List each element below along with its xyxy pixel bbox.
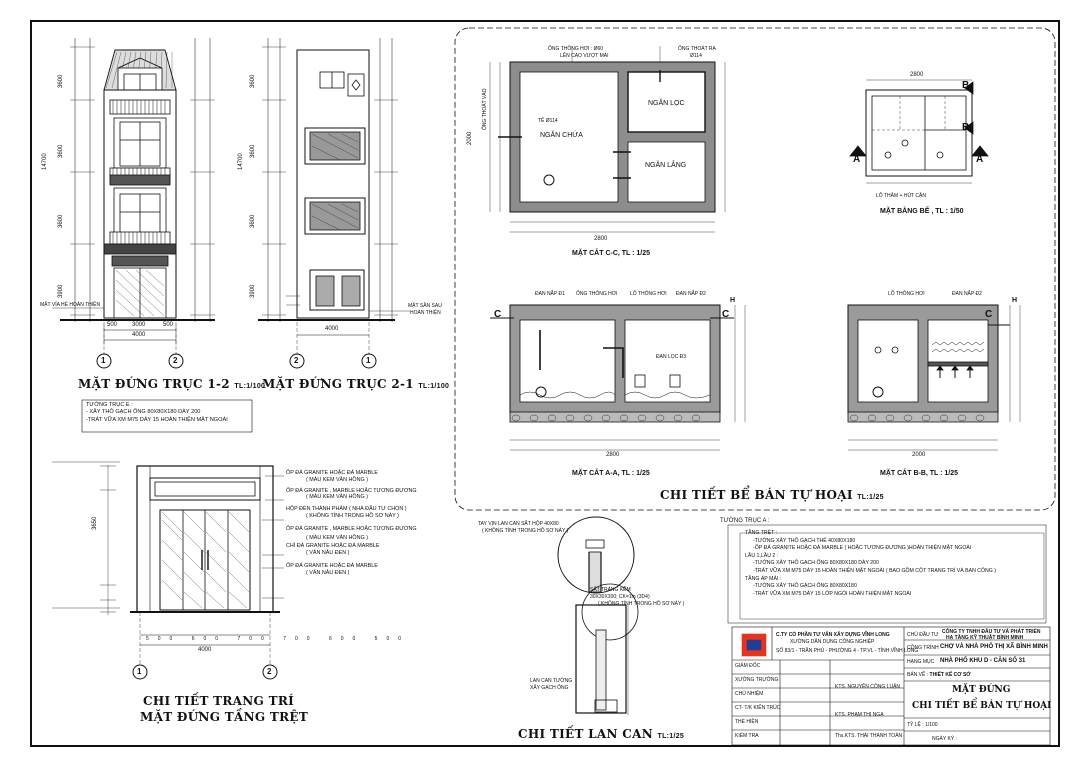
bb-label-cover2: ĐAN NẮP Đ2 <box>952 291 982 297</box>
tb-investor-1: CÔNG TY TNHH ĐẦU TƯ VÀ PHÁT TRIỂN <box>942 629 1041 635</box>
cc-width: 2800 <box>594 236 608 242</box>
deco-title-1: CHI TIẾT TRANG TRÍ <box>143 694 294 708</box>
deco-segments: 500 600 700 700 600 500 <box>146 636 411 642</box>
railing-note-low-2: XÂY GẠCH ỐNG <box>530 685 569 691</box>
deco-axis-2: 2 <box>267 667 272 676</box>
tb-drawing-1: MẶT ĐỨNG <box>952 685 1011 695</box>
elev12-floor2-dim: 3600 <box>58 214 64 228</box>
section-aa-drawing <box>490 305 745 450</box>
label-vent-d60: ỐNG THÔNG HƠI : Ø60 <box>548 46 604 52</box>
tb-item: NHÀ PHỐ KHU D - CĂN SỐ 31 <box>940 658 1026 664</box>
railing-note-mid-3: ( KHÔNG TÍNH TRONG HỒ SƠ NÀY ) <box>598 601 685 607</box>
wall-note-e: TƯỜNG TRỤC E : - XÂY THÔ GẠCH ỐNG 80X80X180 DÀY 200 -TRÁT VỮA XM M75 DÀY 15 HOÀN THIỆN MẶT NGOÀI <box>86 402 228 423</box>
elev12-axis-1: 1 <box>101 356 106 365</box>
plan-tank-title: MẶT BẰNG BỂ , TL : 1/50 <box>880 208 964 215</box>
plan-marker-b-mid: B <box>962 122 970 133</box>
tb-item-label: HẠNG MỤC <box>907 659 935 665</box>
tb-company: C.TY CỔ PHẦN TƯ VẤN XÂY DỰNG VĨNH LONG <box>776 632 890 638</box>
aa-label-vent-hole: LỖ THÔNG HƠI <box>630 291 667 297</box>
railing-note-top-2: ( KHÔNG TÍNH TRONG HỒ SƠ NÀY ) <box>482 528 569 534</box>
tb-investor-2: HẠ TẦNG KỸ THUẬT BÌNH MINH <box>946 635 1024 641</box>
label-outlet: ỐNG THOÁT RA <box>678 46 716 52</box>
aa-label-cover1: ĐAN NẮP Đ1 <box>535 291 565 297</box>
plan-marker-a-left: A <box>853 154 861 165</box>
tb-role-4: THỂ HIỆN <box>735 719 759 725</box>
elev21-axis-1: 1 <box>366 356 371 365</box>
tb-workshop: XƯỞNG DÂN DỤNG CÔNG NGHIỆP <box>790 639 875 645</box>
tb-role-2: CHỦ NHIỆM <box>735 691 764 697</box>
elev12-bay-mid: 3000 <box>132 322 146 328</box>
elev12-axis-2: 2 <box>173 356 178 365</box>
plan-marker-a-right: A <box>976 154 984 165</box>
elevation-2-1-title: MẶT ĐỨNG TRỤC 2-1 TL:1/100 <box>262 377 450 391</box>
cc-height: 2000 <box>467 131 473 145</box>
elev12-width: 4000 <box>132 332 146 338</box>
elev21-total-height: 14700 <box>238 153 244 170</box>
elevation-1-2-title: MẶT ĐỨNG TRỤC 1-2 TL:1/100 <box>78 377 266 391</box>
elev21-width: 4000 <box>325 326 339 332</box>
tank-detail-title: CHI TIẾT BỂ BÁN TỰ HOẠI TL:1/25 <box>660 488 884 502</box>
label-vent-up: LÊN CAO VƯỢT MÁI <box>560 53 609 59</box>
finish-left-label: MẶT VỈA HÈ HOÀN THIỆN <box>40 302 101 308</box>
railing-note-mid-2: 30X30X300; CK=1m (3D4) <box>590 594 650 600</box>
aa-marker-h: H <box>730 297 736 304</box>
tb-project-label: CÔNG TRÌNH <box>907 645 939 651</box>
deco-title-2: MẶT ĐỨNG TẦNG TRỆT <box>140 710 309 724</box>
elev12-floor1-dim: 3900 <box>58 284 64 298</box>
elev21-floor2-dim: 3600 <box>250 214 256 228</box>
tb-drawing-label: BẢN VẼ : THIẾT KẾ CƠ SỞ <box>907 672 971 678</box>
elev21-axis-2: 2 <box>294 356 299 365</box>
aa-label-slab: ĐAN LỌC Đ3 <box>656 354 687 360</box>
tb-person-2: Ths.KTS. THÁI THANH TOÀN <box>835 733 903 739</box>
wall-note-a-heading: TƯỜNG TRỤC A : <box>720 518 770 524</box>
aa-label-cover2: ĐAN NẮP Đ2 <box>676 291 706 297</box>
section-bb-drawing <box>848 305 1020 450</box>
elev12-bay-right: 500 <box>163 322 174 328</box>
label-pit: LỖ THĂM + HÚT CẶN <box>876 193 926 199</box>
tb-investor-label: CHỦ ĐẦU TƯ <box>907 632 939 638</box>
bb-label-vent-hole: LỖ THÔNG HƠI <box>888 291 925 297</box>
deco-notes: ỐP ĐÁ GRANITE HOẶC ĐÁ MARBLE ( MÀU KEM VÂN HỒNG ) ỐP ĐÁ GRANITE , MARBLE HOẶC TƯƠNG ĐƯƠNG ( MÀU KEM VÂN HỒNG ) HỘP ĐÈN THÀNH PHẨM ( NHÀ ĐẦU TƯ CHỌN ) ( KHÔNG TÍNH TRONG HỒ SƠ NÀY ) ỐP ĐÁ GRANITE , MARBLE HOẶC TƯƠNG ĐƯƠNG ( MÀU KEM VÂN HỒNG ) CHỈ ĐÁ GRANITE HOẶC ĐÁ MARBLE ( VÂN NÂU ĐEN ) ỐP ĐÁ GRANITE HOẶC ĐÁ MARBLE ( VÂN NÂU ĐEN ) <box>286 470 417 576</box>
elev21-floor1-dim: 3900 <box>250 284 256 298</box>
bb-width: 2000 <box>912 452 926 458</box>
aa-marker-c-left: C <box>494 309 502 320</box>
bb-marker-c: C <box>985 309 993 320</box>
deco-axis-1: 1 <box>137 667 142 676</box>
deco-height: 3650 <box>92 516 98 530</box>
deco-width: 4000 <box>198 647 212 653</box>
section-cc-drawing <box>490 46 725 232</box>
tb-project: CHỢ VÀ NHÀ PHỐ THỊ XÃ BÌNH MINH <box>940 644 1048 650</box>
plan-marker-b-top: B <box>962 80 970 91</box>
tb-role-5: KIỂM TRA <box>735 733 759 739</box>
railing-note-low-1: LAN CAN TƯỜNG <box>530 678 573 684</box>
aa-width: 2800 <box>606 452 620 458</box>
railing-title: CHI TIẾT LAN CAN TL:1/25 <box>518 727 685 741</box>
decoration-detail-drawing <box>52 462 284 679</box>
tb-role-3: CT- T/K KIẾN TRÚC <box>735 705 781 711</box>
tb-person-0: KTS. NGUYỄN CÔNG LUẬN <box>835 684 901 690</box>
tb-scale: TỶ LỆ : 1/100 <box>907 722 938 728</box>
elev12-total-height: 14700 <box>42 153 48 170</box>
tb-date: NGÀY KÝ : <box>932 736 957 742</box>
aa-marker-c-right: C <box>722 309 730 320</box>
elevation-1-2-drawing <box>52 38 215 368</box>
wall-note-a: TẦNG TRỆT : -TƯỜNG XÂY THÔ GẠCH THẺ 40X80X180 -ỐP ĐÁ GRANITE HOẶC ĐÁ MARBLE ( HOẶC TƯƠNG ĐƯƠNG )HOÀN THIỆN MẶT NGOÀI LẦU 1,LẦU 2 : -TƯỜNG XÂY THÔ GẠCH ỐNG 80X80X180 DÀY 200 -TRÁT VỮA XM M75 DÀY 15 HOÀN THIỆN MẶT NGOÀI ( BAO GỒM CỘT TRANG TRÍ VÀ BAN CÔNG ) TẦNG ÁP MÁI : -TƯỜNG XÂY THÔ GẠCH ỐNG 80X80X180 -TRÁT VỮA XM M75 DÀY 15 LỚP NGÓI HOÀN THIỆN MẶT NGOÀI <box>745 530 996 597</box>
tb-role-1: XƯỞNG TRƯỞNG <box>735 677 779 683</box>
finish-right-label-2: HOÀN THIỆN <box>410 310 441 316</box>
railing-detail-drawing <box>558 517 638 715</box>
label-tee: TÊ Ø114 <box>538 118 558 124</box>
aa-label-vent: ỐNG THÔNG HƠI <box>576 291 618 297</box>
railing-note-mid-1: SẮT TRÁNG KẼM <box>590 587 631 593</box>
elev12-floor4-dim: 3600 <box>58 74 64 88</box>
railing-note-top-1: TAY VỊN LAN CAN SẮT HỘP 40X80 <box>478 521 559 527</box>
elev21-floor3-dim: 3600 <box>250 144 256 158</box>
finish-right-label-1: MẶT SÂN SAU <box>408 303 442 309</box>
section-cc-title: MẶT CẮT C-C, TL : 1/25 <box>572 250 651 257</box>
elev21-floor4-dim: 3600 <box>250 74 256 88</box>
section-bb-title: MẶT CẮT B-B, TL : 1/25 <box>880 470 959 477</box>
tb-person-1: KTS. PHẠM THỊ NGA <box>835 712 884 718</box>
bb-marker-h: H <box>1012 297 1018 304</box>
elevation-2-1-drawing <box>258 38 410 368</box>
elev12-floor3-dim: 3600 <box>58 144 64 158</box>
tb-drawing-2: CHI TIẾT BỂ BÁN TỰ HOẠI <box>912 701 1052 711</box>
plan-width: 2800 <box>910 72 924 78</box>
elev12-bay-left: 500 <box>107 322 118 328</box>
label-d114: Ø114 <box>690 53 702 59</box>
label-settle: NGĂN LẮNG <box>645 162 687 169</box>
label-inlet: ỐNG THOÁT VÀO <box>482 88 488 130</box>
section-aa-title: MẶT CẮT A-A, TL : 1/25 <box>572 470 650 477</box>
label-filter: NGĂN LỌC <box>648 100 685 107</box>
tb-role-0: GIÁM ĐỐC <box>735 663 761 669</box>
label-holding: NGĂN CHỨA <box>540 132 583 139</box>
tb-address: SỐ 83/1 - TRẦN PHÚ - PHƯỜNG 4 - TP.VL - TỈNH VĨNH LONG <box>776 648 919 654</box>
